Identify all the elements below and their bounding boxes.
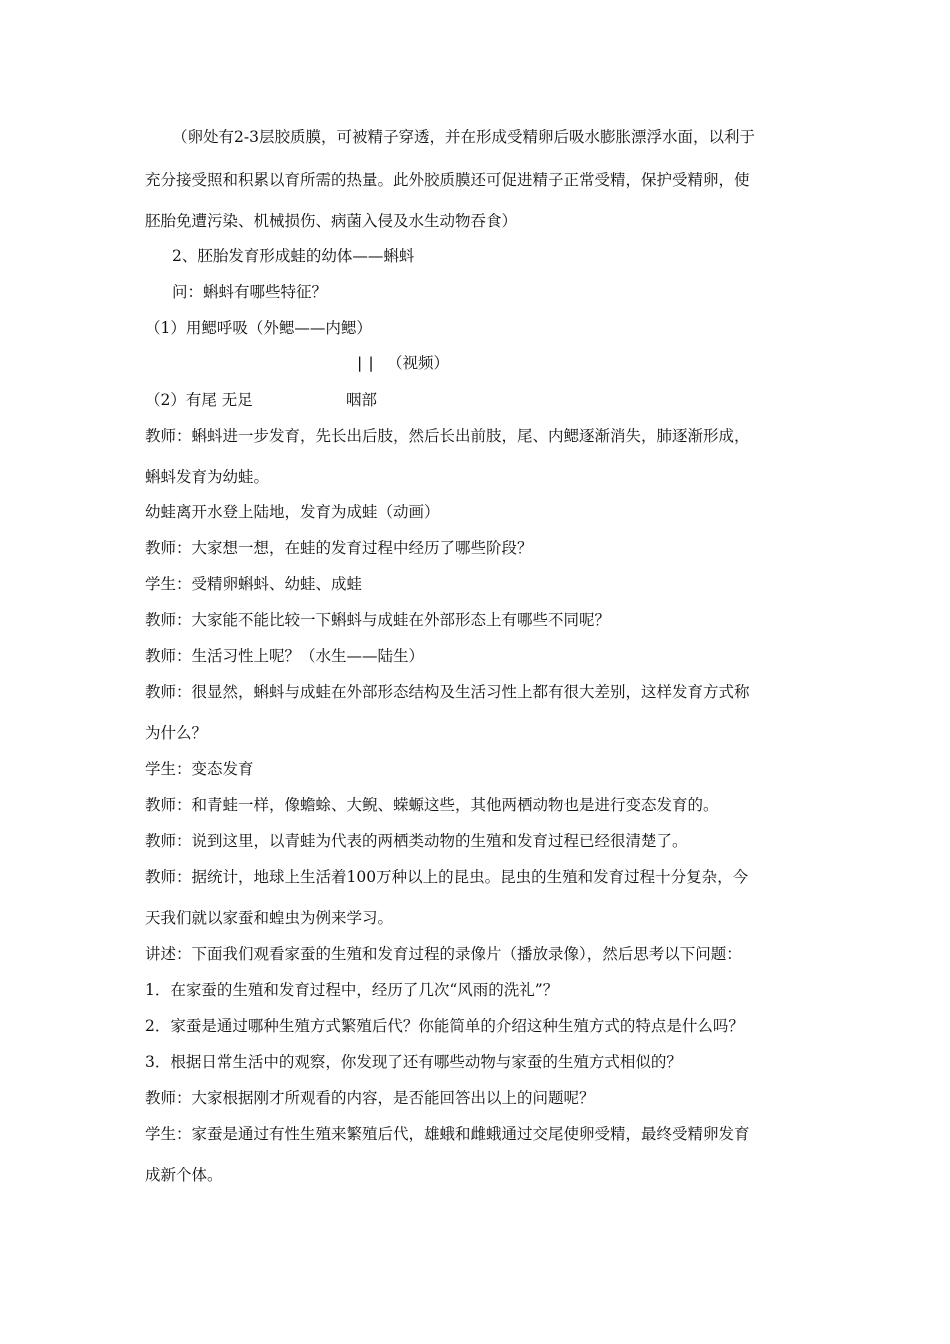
paragraph-line: 充分接受照和积累以育所需的热量。此外胶质膜还可促进精子正常受精，保护受精卵，使 (145, 171, 750, 189)
paragraph-line: 教师：大家想一想，在蛙的发育过程中经历了哪些阶段？ (145, 539, 533, 557)
paragraph-line: 学生：受精卵蝌蚪、幼蛙、成蛙 (145, 575, 363, 593)
diagram-connector: || (355, 354, 378, 372)
numbered-question: 3．根据日常生活中的观察，你发现了还有哪些动物与家蚕的生殖方式相似的？ (145, 1053, 682, 1071)
paragraph-line: 教师：据统计，地球上生活着100万种以上的昆虫。昆虫的生殖和发育过程十分复杂，今 (145, 868, 749, 886)
paragraph-line: 幼蛙离开水登上陆地，发育为成蛙（动画） (145, 503, 440, 521)
question-line: 问：蝌蚪有哪些特征？ (172, 283, 328, 301)
paragraph-line: 教师：生活习性上呢？（水生——陆生） (145, 647, 425, 665)
video-note: （视频） (387, 354, 450, 372)
paragraph-line: 学生：变态发育 (145, 760, 254, 778)
paragraph-line: 胚胎免遭污染、机械损伤、病菌入侵及水生动物吞食） (145, 212, 518, 230)
section-heading: 2、胚胎发育形成蛙的幼体——蝌蚪 (172, 247, 415, 265)
paragraph-line: 教师：很显然，蝌蚪与成蛙在外部形态结构及生活习性上都有很大差别，这样发育方式称 (145, 683, 750, 701)
paragraph-line: 为什么？ (145, 724, 208, 742)
numbered-question: 2．家蚕是通过哪种生殖方式繁殖后代？你能简单的介绍这种生殖方式的特点是什么吗？ (145, 1017, 744, 1035)
paragraph-line: 教师：说到这里，以青蛙为代表的两栖类动物的生殖和发育过程已经很清楚了。 (145, 832, 688, 850)
paragraph-line: 讲述：下面我们观看家蚕的生殖和发育过程的录像片（播放录像），然后思考以下问题： (145, 945, 742, 963)
paragraph-line: 天我们就以家蚕和蝗虫为例来学习。 (145, 909, 394, 927)
paragraph-line: 学生：家蚕是通过有性生殖来繁殖后代，雄蛾和雌蛾通过交尾使卵受精，最终受精卵发育 (145, 1125, 750, 1143)
paragraph-line: 教师：蝌蚪进一步发育，先长出后肢，然后长出前肢，尾、内鳃逐渐消失，肺逐渐形成， (145, 427, 750, 445)
numbered-question: 1．在家蚕的生殖和发育过程中，经历了几次“风雨的洗礼”？ (145, 981, 559, 999)
list-item: （2）有尾 无足 (145, 391, 253, 409)
paragraph-line: 蝌蚪发育为幼蛙。 (145, 468, 270, 486)
paragraph-line: 教师：大家能不能比较一下蝌蚪与成蛙在外部形态上有哪些不同呢？ (145, 611, 611, 629)
diagram-label: 咽部 (346, 391, 378, 409)
paragraph-line: 教师：和青蛙一样，像蟾蜍、大鲵、蝾螈这些，其他两栖动物也是进行变态发育的。 (145, 796, 719, 814)
list-item: （1）用鳃呼吸（外鳃——内鳃） (145, 319, 372, 337)
paragraph-line: （卵处有2-3层胶质膜，可被精子穿透，并在形成受精卵后吸水膨胀漂浮水面，以利于 (172, 128, 755, 146)
paragraph-line: 教师：大家根据刚才所观看的内容，是否能回答出以上的问题呢？ (145, 1089, 595, 1107)
paragraph-line: 成新个体。 (145, 1166, 223, 1184)
